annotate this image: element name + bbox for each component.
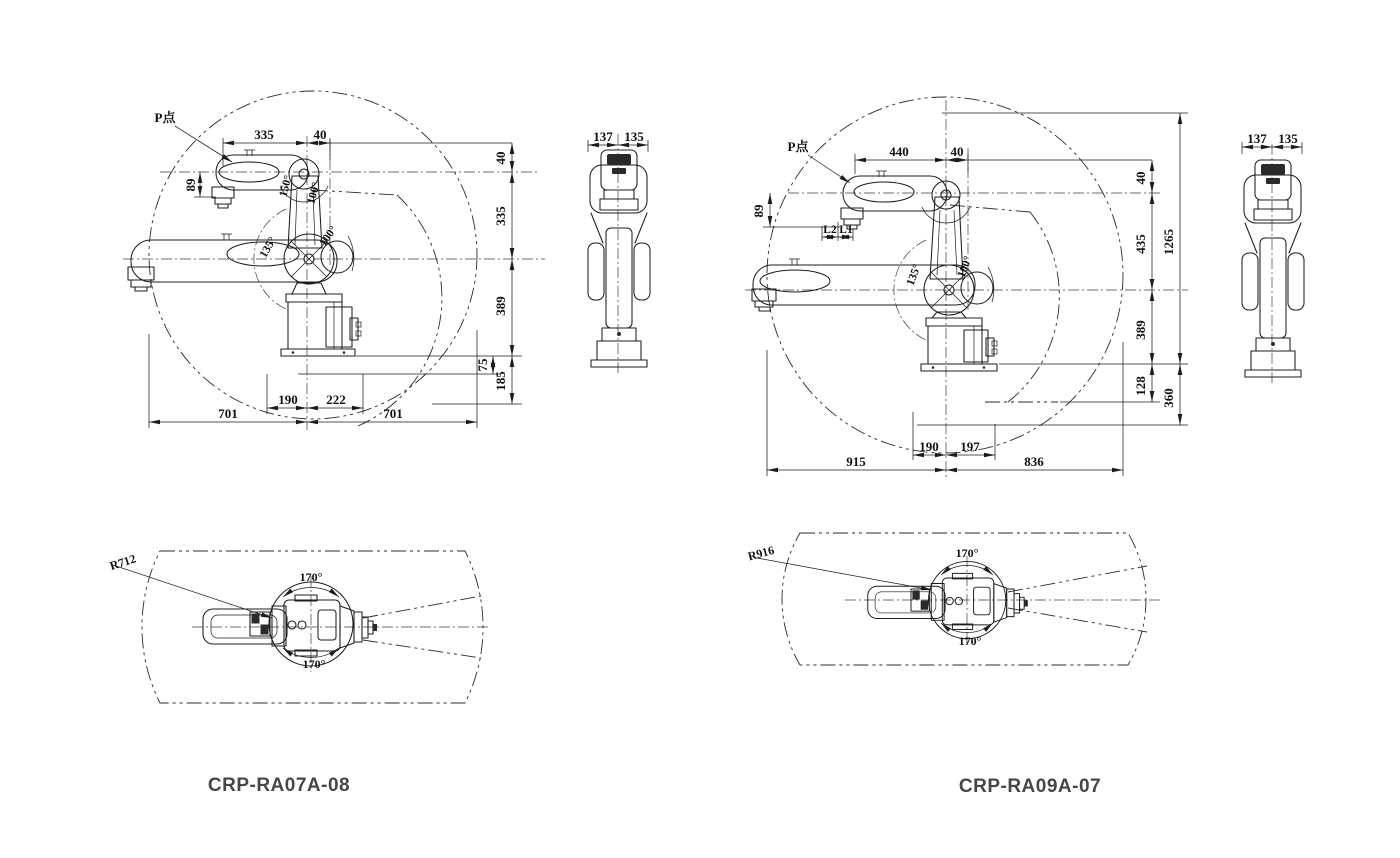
right-top-view (746, 533, 1160, 665)
p-point-label: P点 (154, 110, 176, 125)
dim-label: 75 (475, 358, 490, 372)
angle-label: 170° (302, 657, 326, 671)
p-point-leader (808, 155, 850, 183)
dim-label: 137 (593, 129, 613, 144)
workspace-inner-arc (1008, 212, 1059, 402)
p-point-label: P点 (787, 139, 809, 154)
dim-label: 185 (493, 371, 508, 391)
dim-label: 89 (751, 204, 766, 218)
left-front-view (123, 91, 545, 430)
right-front-view (745, 97, 1188, 478)
radius-label: R916 (746, 542, 776, 564)
dim-label: 135 (1278, 131, 1298, 146)
radius-leader (757, 558, 932, 590)
dim-label: L1 (839, 224, 853, 236)
radius-leader (116, 566, 272, 618)
dim-label: 836 (1024, 454, 1044, 469)
left-diagram (108, 91, 650, 796)
dim-label: 222 (326, 392, 346, 407)
right-front-dimensions (751, 113, 1188, 476)
dim-label: 701 (218, 406, 238, 421)
dim-label: 360 (1161, 388, 1176, 408)
dim-label: 128 (1133, 376, 1148, 396)
left-top-view (108, 551, 488, 703)
dim-label: 89 (183, 178, 198, 192)
dim-label: 137 (1247, 131, 1267, 146)
model-title-left: CRP-RA07A-08 (207, 775, 351, 796)
p-point-leader (175, 126, 232, 162)
angle-label: 100° (955, 254, 975, 280)
angle-label: 135° (904, 262, 924, 288)
radius-label: R712 (107, 551, 138, 573)
dim-label: 40 (950, 144, 964, 159)
left-side-view (588, 129, 650, 374)
dim-label: 135 (624, 129, 644, 144)
dim-label: 915 (846, 454, 866, 469)
angle-label: 170° (955, 546, 979, 560)
model-title-right: CRP-RA09A-07 (958, 776, 1102, 797)
dim-label: 335 (254, 127, 274, 142)
angle-label: 100° (305, 181, 323, 206)
dim-label: 435 (1133, 234, 1148, 254)
right-side-view (1242, 131, 1304, 384)
dim-label: 197 (960, 439, 980, 454)
angle-label: 100° (317, 223, 340, 249)
angle-label: 135° (257, 235, 280, 260)
workspace-envelope-circle (767, 97, 1123, 453)
right-diagram (745, 97, 1304, 797)
angle-label: 170° (299, 570, 323, 584)
dim-label: 335 (493, 206, 508, 226)
angle-label: 170° (958, 634, 982, 648)
workspace-inner-arc (358, 195, 442, 426)
robot-front-silhouette (128, 150, 361, 356)
angle-label: 150° (277, 174, 295, 199)
dim-label: 701 (383, 406, 403, 421)
dim-label: 1265 (1161, 229, 1176, 255)
dim-label: 190 (919, 439, 939, 454)
dim-label: 389 (1133, 320, 1148, 340)
dim-label: 440 (889, 144, 909, 159)
dim-label: 40 (1133, 171, 1148, 185)
dim-label: 389 (493, 296, 508, 316)
dim-label: 40 (313, 127, 327, 142)
dim-label: 40 (493, 151, 508, 165)
dim-label: 190 (278, 392, 298, 407)
dim-label: L2 (823, 224, 837, 236)
